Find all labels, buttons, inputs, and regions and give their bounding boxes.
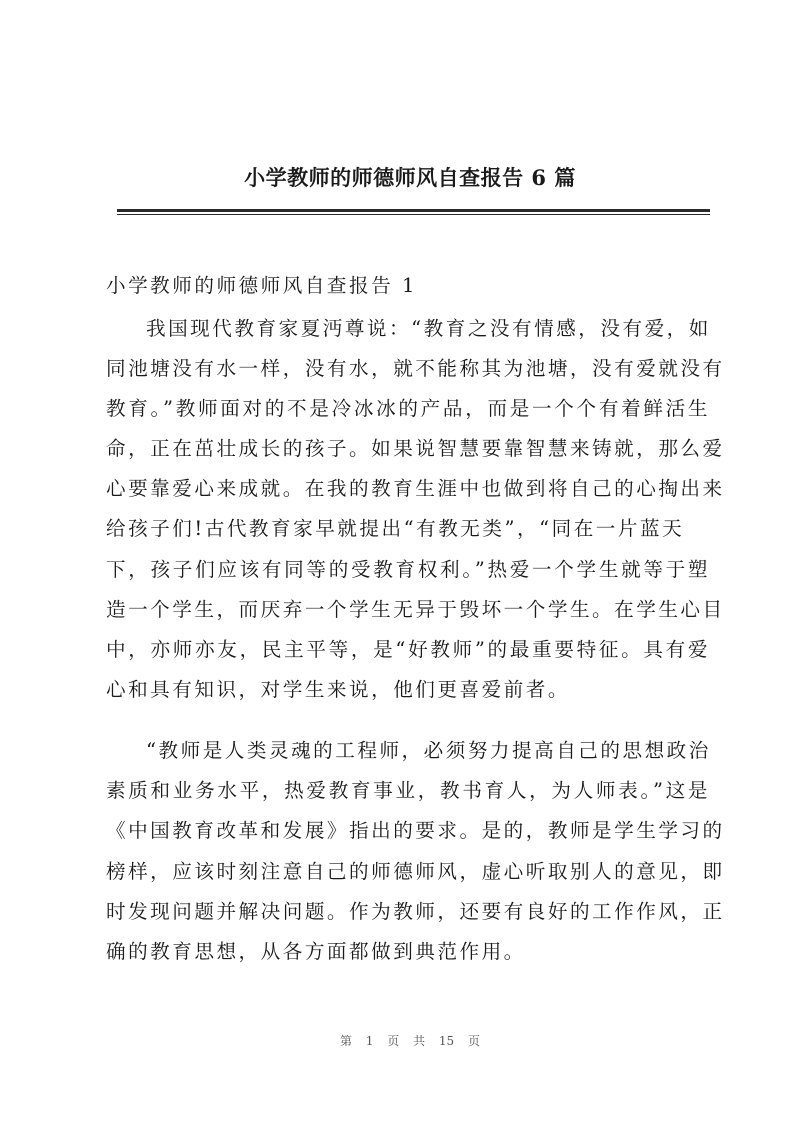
paragraph-1-line: 下，孩子们应该有同等的受教育权利。”热爱一个学生就等于塑 <box>106 558 710 581</box>
paragraph-1-line: 教育。”教师面对的不是冷冰冰的产品，而是一个个有着鲜活生 <box>106 397 710 420</box>
paragraph-2-line: 榜样，应该时刻注意自己的师德师风，虚心听取别人的意见，即 <box>106 860 725 883</box>
page-footer <box>0 1032 800 1049</box>
section-heading: 小学教师的师德师风自查报告 1 <box>106 274 417 297</box>
footer-page-number: 1 <box>365 1034 374 1048</box>
footer-mid: 页 共 <box>387 1034 426 1048</box>
paragraph-2-line: “教师是人类灵魂的工程师，必须努力提高自己的思想政治 <box>146 739 711 762</box>
footer-prefix: 第 <box>339 1034 352 1048</box>
paragraph-2-line: 素质和业务水平，热爱教育事业，教书育人，为人师表。”这是 <box>106 779 710 802</box>
paragraph-1-line: 造一个学生，而厌弃一个学生无异于毁坏一个学生。在学生心目 <box>106 598 725 621</box>
paragraph-1-line: 心要靠爱心来成就。在我的教育生涯中也做到将自己的心掏出来 <box>106 477 725 500</box>
paragraph-2-line: 《中国教育改革和发展》指出的要求。是的，教师是学生学习的 <box>106 819 725 842</box>
title-underline-thick <box>117 209 710 212</box>
paragraph-1-line: 我国现代教育家夏沔尊说：“教育之没有情感，没有爱，如 <box>146 317 711 340</box>
paragraph-1-line: 心和具有知识，对学生来说，他们更喜爱前者。 <box>106 678 570 701</box>
paragraph-1-line: 中，亦师亦友，民主平等，是“好教师”的最重要特征。具有爱 <box>106 638 710 661</box>
paragraph-1-line: 给孩子们!古代教育家早就提出“有教无类”，“同在一片蓝天 <box>106 517 685 540</box>
paragraph-2-line: 时发现问题并解决问题。作为教师，还要有良好的工作作风，正 <box>106 900 725 923</box>
title-underline-thin <box>117 214 710 215</box>
paragraph-1-line: 命，正在茁壮成长的孩子。如果说智慧要靠智慧来铸就，那么爱 <box>106 437 725 460</box>
footer-total-pages: 15 <box>438 1034 455 1048</box>
footer-suffix: 页 <box>468 1034 481 1048</box>
paragraph-2-line: 确的教育思想，从各方面都做到典范作用。 <box>106 940 526 963</box>
paragraph-1-line: 同池塘没有水一样，没有水，就不能称其为池塘，没有爱就没有 <box>106 357 725 380</box>
document-title: 小学教师的师德师风自查报告 6 篇 <box>244 165 576 190</box>
